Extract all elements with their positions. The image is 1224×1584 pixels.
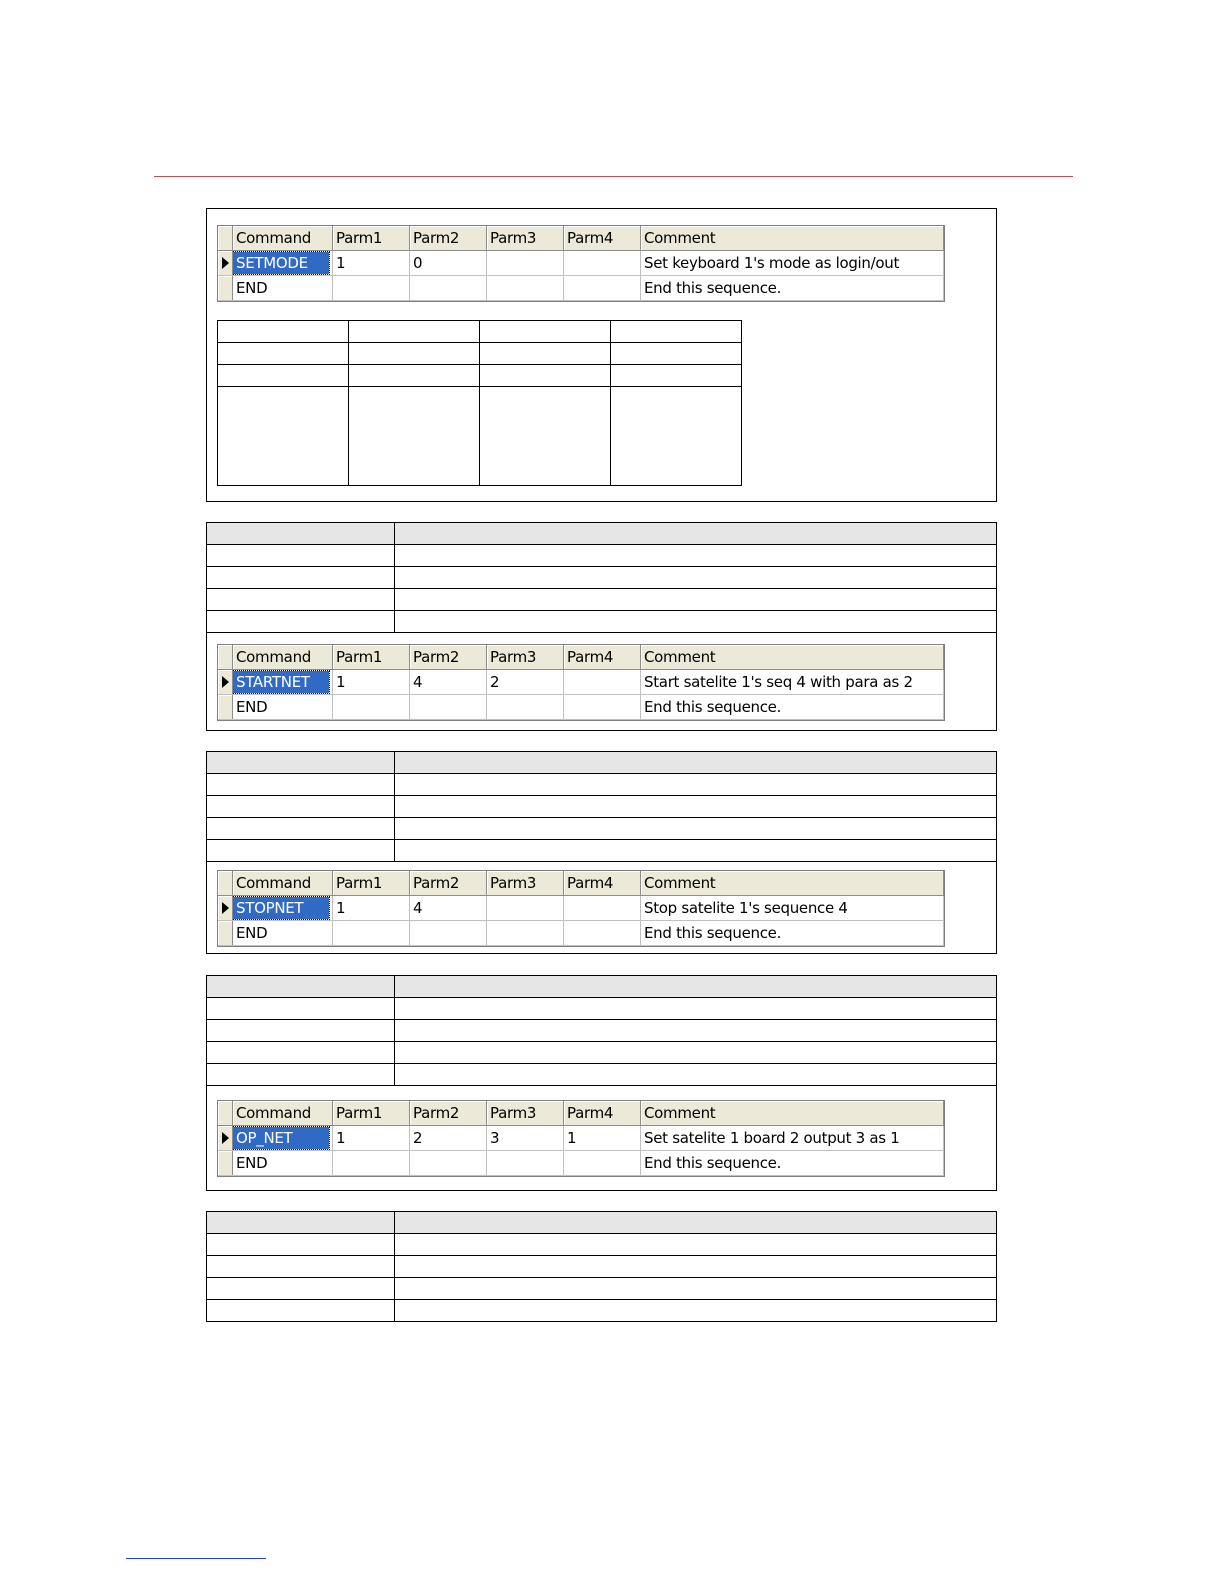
grid-row[interactable]	[218, 670, 944, 695]
cell-parm4[interactable]	[564, 695, 641, 720]
col-comment[interactable]: Comment	[641, 871, 944, 896]
row-indicator	[218, 921, 233, 946]
cell-parm3[interactable]	[487, 276, 564, 301]
cell-parm1[interactable]: 1	[333, 670, 410, 695]
command-info-frame	[206, 1211, 997, 1322]
grid-row[interactable]	[218, 1151, 944, 1176]
cell-command[interactable]: END	[233, 921, 333, 946]
command-grid	[217, 870, 945, 947]
row-indicator	[218, 276, 233, 301]
cell-parm2[interactable]	[410, 276, 487, 301]
command-grid	[217, 225, 945, 302]
cell-comment[interactable]: End this sequence.	[641, 921, 944, 946]
grid-row[interactable]	[218, 896, 944, 921]
row-pointer-icon	[222, 902, 229, 914]
row-indicator-header	[218, 1101, 233, 1126]
cell-command[interactable]: STARTNET	[233, 670, 333, 695]
cell-command[interactable]: END	[233, 276, 333, 301]
cell-parm2[interactable]	[410, 695, 487, 720]
col-command[interactable]: Command	[233, 645, 333, 670]
cell-parm1[interactable]: 1	[333, 896, 410, 921]
col-command[interactable]: Command	[233, 871, 333, 896]
cell-parm4[interactable]	[564, 896, 641, 921]
cell-comment[interactable]: Set satelite 1 board 2 output 3 as 1	[641, 1126, 944, 1151]
cell-parm1[interactable]	[333, 695, 410, 720]
col-parm4[interactable]: Parm4	[564, 226, 641, 251]
col-parm2[interactable]: Parm2	[410, 226, 487, 251]
cell-command[interactable]: STOPNET	[233, 896, 333, 921]
cell-command[interactable]: SETMODE	[233, 251, 333, 276]
cell-parm4[interactable]	[564, 251, 641, 276]
cell-comment[interactable]: End this sequence.	[641, 695, 944, 720]
grid-row[interactable]	[218, 695, 944, 720]
cell-parm4[interactable]	[564, 921, 641, 946]
grid-row[interactable]	[218, 921, 944, 946]
row-indicator-header	[218, 645, 233, 670]
col-parm4[interactable]: Parm4	[564, 871, 641, 896]
header-rule	[154, 176, 1073, 177]
cell-parm1[interactable]	[333, 921, 410, 946]
col-parm2[interactable]: Parm2	[410, 645, 487, 670]
cell-parm4[interactable]	[564, 1151, 641, 1176]
row-indicator	[218, 695, 233, 720]
col-parm1[interactable]: Parm1	[333, 1101, 410, 1126]
command-info-table	[207, 752, 996, 862]
current-row-indicator	[218, 896, 233, 921]
cell-parm1[interactable]	[333, 276, 410, 301]
cell-comment[interactable]: End this sequence.	[641, 276, 944, 301]
cell-parm2[interactable]: 2	[410, 1126, 487, 1151]
cell-parm3[interactable]: 2	[487, 670, 564, 695]
col-parm3[interactable]: Parm3	[487, 226, 564, 251]
current-row-indicator	[218, 670, 233, 695]
cell-parm3[interactable]	[487, 695, 564, 720]
cell-parm3[interactable]	[487, 1151, 564, 1176]
cell-parm1[interactable]: 1	[333, 1126, 410, 1151]
grid-header-row	[218, 226, 944, 251]
col-parm1[interactable]: Parm1	[333, 645, 410, 670]
row-indicator-header	[218, 226, 233, 251]
col-comment[interactable]: Comment	[641, 226, 944, 251]
col-command[interactable]: Command	[233, 226, 333, 251]
grid-row[interactable]	[218, 1126, 944, 1151]
command-grid	[217, 644, 945, 721]
col-parm3[interactable]: Parm3	[487, 1101, 564, 1126]
cell-parm4[interactable]	[564, 670, 641, 695]
cell-parm2[interactable]: 0	[410, 251, 487, 276]
example-frame-stopnet	[206, 751, 997, 954]
cell-comment[interactable]: Stop satelite 1's sequence 4	[641, 896, 944, 921]
cell-parm3[interactable]	[487, 896, 564, 921]
col-parm4[interactable]: Parm4	[564, 645, 641, 670]
cell-command[interactable]: END	[233, 1151, 333, 1176]
grid-row[interactable]	[218, 276, 944, 301]
col-parm1[interactable]: Parm1	[333, 226, 410, 251]
col-parm1[interactable]: Parm1	[333, 871, 410, 896]
example-frame-opnet	[206, 975, 997, 1191]
cell-parm2[interactable]: 4	[410, 896, 487, 921]
current-row-indicator	[218, 251, 233, 276]
cell-comment[interactable]: End this sequence.	[641, 1151, 944, 1176]
cell-command[interactable]: OP_NET	[233, 1126, 333, 1151]
command-info-table	[207, 1212, 996, 1321]
grid-header-row	[218, 645, 944, 670]
col-command[interactable]: Command	[233, 1101, 333, 1126]
cell-parm3[interactable]	[487, 251, 564, 276]
col-parm3[interactable]: Parm3	[487, 871, 564, 896]
grid-header-row	[218, 1101, 944, 1126]
cell-command[interactable]: END	[233, 695, 333, 720]
col-parm4[interactable]: Parm4	[564, 1101, 641, 1126]
col-parm2[interactable]: Parm2	[410, 1101, 487, 1126]
cell-parm2[interactable]: 4	[410, 670, 487, 695]
row-pointer-icon	[222, 257, 229, 269]
col-comment[interactable]: Comment	[641, 645, 944, 670]
row-pointer-icon	[222, 1132, 229, 1144]
cell-parm4[interactable]: 1	[564, 1126, 641, 1151]
example-frame-setmode	[206, 208, 997, 502]
cell-parm2[interactable]	[410, 921, 487, 946]
grid-header-row	[218, 871, 944, 896]
row-indicator	[218, 1151, 233, 1176]
cell-parm3[interactable]: 3	[487, 1126, 564, 1151]
col-comment[interactable]: Comment	[641, 1101, 944, 1126]
command-info-table	[207, 976, 996, 1086]
parameter-table	[217, 320, 742, 486]
col-parm2[interactable]: Parm2	[410, 871, 487, 896]
example-frame-startnet	[206, 522, 997, 731]
command-info-table	[207, 523, 996, 633]
row-pointer-icon	[222, 676, 229, 688]
footer-rule	[126, 1558, 266, 1559]
cell-parm1[interactable]	[333, 1151, 410, 1176]
cell-comment[interactable]: Set keyboard 1's mode as login/out	[641, 251, 944, 276]
cell-parm3[interactable]	[487, 921, 564, 946]
current-row-indicator	[218, 1126, 233, 1151]
row-indicator-header	[218, 871, 233, 896]
command-grid	[217, 1100, 945, 1177]
grid-row[interactable]	[218, 251, 944, 276]
cell-parm2[interactable]	[410, 1151, 487, 1176]
cell-parm4[interactable]	[564, 276, 641, 301]
col-parm3[interactable]: Parm3	[487, 645, 564, 670]
cell-comment[interactable]: Start satelite 1's seq 4 with para as 2	[641, 670, 944, 695]
cell-parm1[interactable]: 1	[333, 251, 410, 276]
